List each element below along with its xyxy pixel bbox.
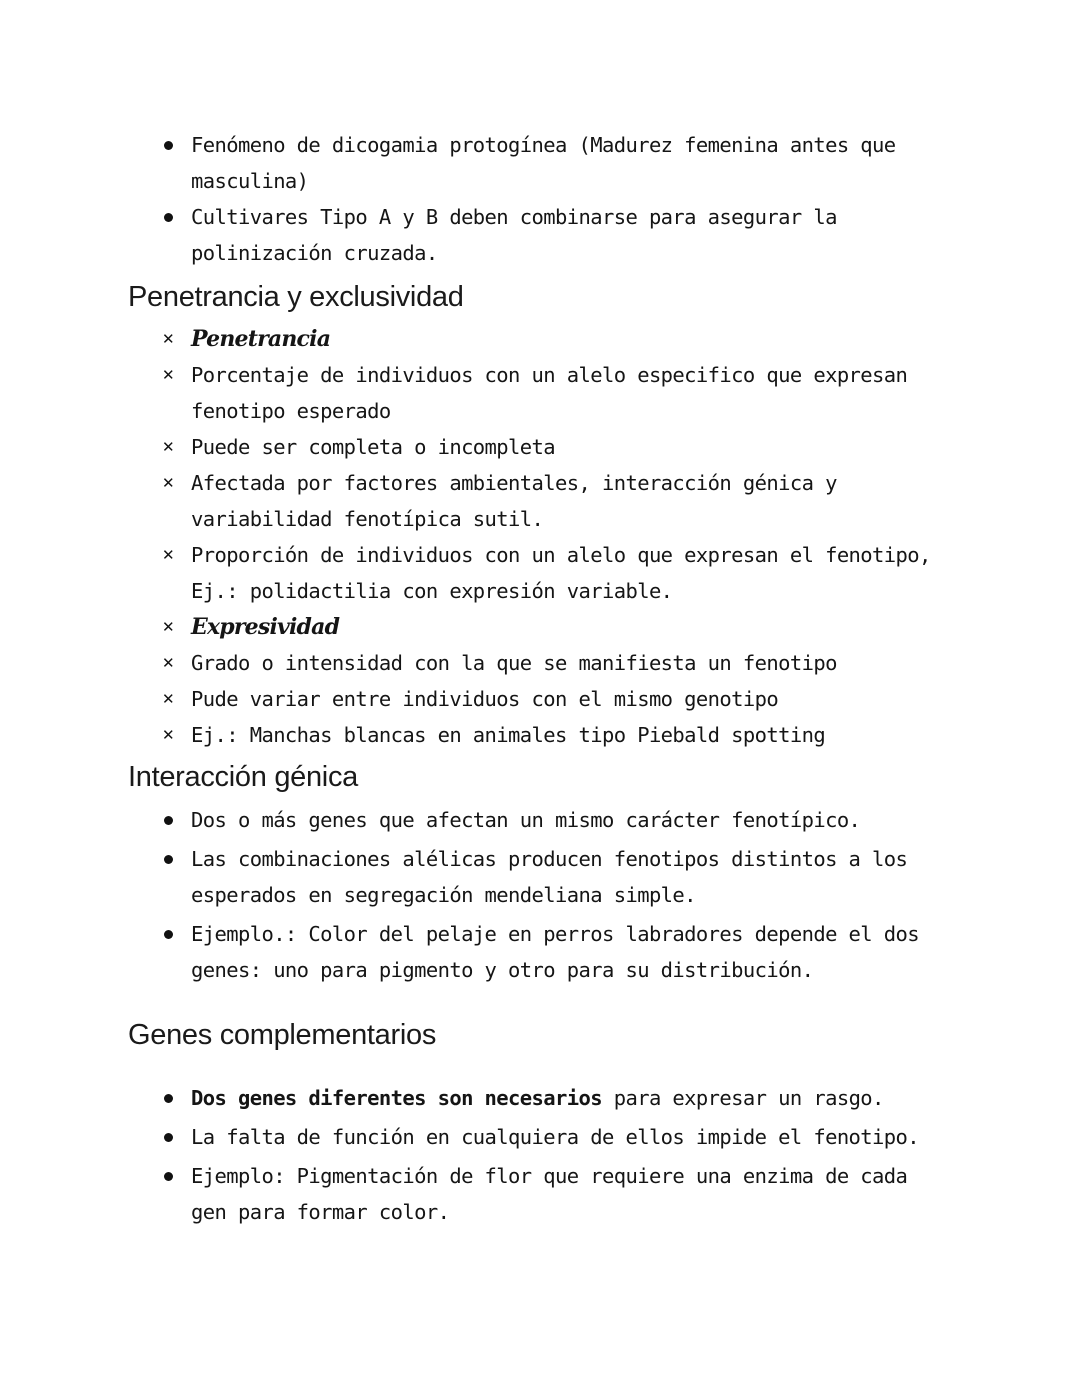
penetrancia-cross-list	[0, 321, 1000, 753]
subheading-expresividad: Expresividad	[191, 614, 340, 640]
cross-mark-icon: ✕	[162, 653, 174, 672]
subheading-penetrancia: Penetrancia	[191, 326, 331, 352]
list-item-text: Grado o intensidad con la que se manifiesta un fenotipo	[191, 651, 837, 675]
list-item-text: La falta de función en cualquiera de ellos impide el fenotipo.	[191, 1125, 920, 1149]
cross-mark-icon: ✕	[162, 365, 174, 384]
list-item-text: Porcentaje de individuos con un alelo especifico que expresan fenotipo esperado	[191, 363, 908, 423]
list-item-text: Ejemplo: Pigmentación de flor que requiere una enzima de cada gen para formar color.	[191, 1164, 908, 1224]
section-heading-penetrancia: Penetrancia y exclusividad	[128, 281, 464, 313]
bullet-dot-icon	[158, 916, 178, 952]
list-item	[0, 1158, 951, 1230]
list-item	[0, 681, 951, 717]
list-item-text: Dos o más genes que afectan un mismo carácter fenotípico.	[191, 808, 861, 832]
bullet-dot-icon	[158, 1080, 178, 1116]
cross-mark-icon: ✕	[162, 545, 174, 564]
intro-bullet-list	[0, 127, 1000, 271]
list-item-text: Puede ser completa o incompleta	[191, 435, 556, 459]
list-item-subheading	[0, 609, 951, 645]
list-item-text: Las combinaciones alélicas producen fenotipos distintos a los esperados en segregación mendeliana simple.	[191, 847, 908, 907]
list-item-bold-text: Dos genes diferentes son necesarios	[191, 1086, 602, 1110]
list-item	[0, 127, 951, 199]
bullet-dot-icon	[158, 199, 178, 235]
bullet-dot-icon	[158, 1119, 178, 1155]
list-item	[0, 357, 951, 429]
list-item	[0, 1119, 951, 1155]
section-heading-genes-complementarios: Genes complementarios	[128, 1019, 437, 1051]
list-item	[0, 916, 951, 988]
list-item-text: para expresar un rasgo.	[601, 1086, 884, 1110]
list-item-text: Fenómeno de dicogamia protogínea (Madurez femenina antes que masculina)	[191, 133, 896, 193]
cross-mark-icon: ✕	[162, 473, 174, 492]
interaccion-bullet-list	[0, 802, 1000, 988]
bullet-dot-icon	[158, 802, 178, 838]
cross-mark-icon: ✕	[162, 689, 174, 708]
bullet-dot-icon	[158, 127, 178, 163]
list-item	[0, 199, 951, 271]
list-item-text: Ej.: Manchas blancas en animales tipo Piebald spotting	[191, 723, 826, 747]
list-item	[0, 429, 951, 465]
list-item	[0, 1080, 951, 1116]
list-item	[0, 802, 951, 838]
list-item	[0, 717, 951, 753]
list-item-text: Proporción de individuos con un alelo que expresan el fenotipo, Ej.: polidactilia con expresión variable.	[191, 543, 931, 603]
list-item	[0, 645, 951, 681]
list-item	[0, 465, 951, 537]
cross-mark-icon: ✕	[162, 617, 174, 636]
bullet-dot-icon	[158, 1158, 178, 1194]
list-item-text: Cultivares Tipo A y B deben combinarse para asegurar la polinización cruzada.	[191, 205, 837, 265]
list-item-text: Ejemplo.: Color del pelaje en perros labradores depende el dos genes: uno para pigmento y otro para su distribución.	[191, 922, 920, 982]
list-item	[0, 841, 951, 913]
genes-complementarios-bullet-list	[0, 1080, 1000, 1230]
bullet-dot-icon	[158, 841, 178, 877]
list-item-subheading	[0, 321, 951, 357]
list-item	[0, 537, 951, 609]
cross-mark-icon: ✕	[162, 329, 174, 348]
cross-mark-icon: ✕	[162, 725, 174, 744]
list-item-text: Pude variar entre individuos con el mismo genotipo	[191, 687, 779, 711]
section-heading-interaccion-genica: Interacción génica	[128, 761, 358, 793]
list-item-text: Afectada por factores ambientales, interacción génica y variabilidad fenotípica sutil.	[191, 471, 837, 531]
cross-mark-icon: ✕	[162, 437, 174, 456]
